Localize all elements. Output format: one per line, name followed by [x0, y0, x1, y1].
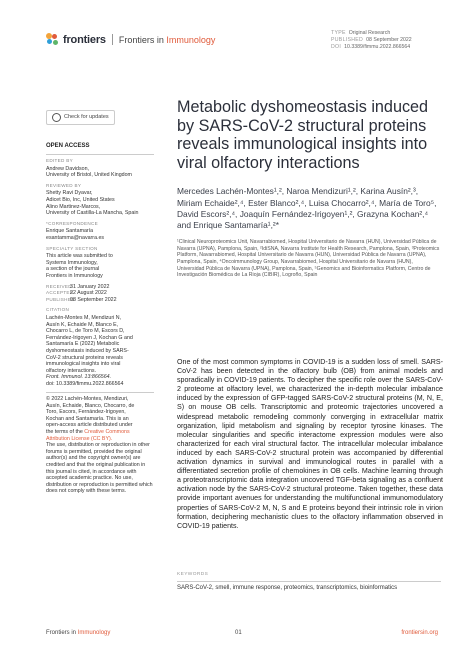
reviewer-line: University of Castilla-La Mancha, Spain: [46, 210, 139, 217]
date-label: ACCEPTED: [46, 290, 74, 296]
copyright-line: Toro, Escors, Fernández-Irigoyen,: [46, 409, 126, 416]
page-number: 01: [235, 630, 242, 636]
citation-line: Fernández-Irigoyen J, Kochan G and: [46, 334, 133, 341]
edited-by-block: [46, 158, 154, 179]
affiliations: ¹Clinical Neuroproteomics Unit, Navarrabiomed, Hospital Universitario de Navarra (HUN), Universidad Pública de Navarra (UPNA), Pamplona, Spain, ²IdiSNA, Navarra Institute for Health Research, Pamplona, Spain, ³Proteomics Platform, Navarrabiomed, Hospital Universitario de Navarra (HUN), Universidad Pública de Navarra (UPNA), Pamplona, Spain, ⁴Oncoimmunology Group, Navarrabiomed, Hospital Universitario de Navarra (HUN), Universidad Pública de Navarra (UPNA), Pamplona, Spain, ⁵Genomics and Bioinformatics Platform, Centro de Investigación Biomédica de La Rioja (CIBIR), Logroño, Spain: [177, 239, 440, 279]
citation-line: Lachén-Montes M, Mendizuri N,: [46, 314, 122, 321]
type-label: TYPE: [331, 30, 346, 36]
refresh-icon: [52, 113, 61, 122]
date-value: 08 September 2022: [70, 296, 117, 303]
citation-line: Santamaría E (2022) Metabolic: [46, 341, 120, 348]
reviewed-by-label: REVIEWED BY: [46, 182, 82, 188]
editor-affiliation: University of Bristol, United Kingdom: [46, 172, 132, 179]
journal-name: [119, 35, 216, 45]
footer-journal-prefix: Frontiers in: [46, 630, 78, 636]
doi-value[interactable]: 10.3389/fimmu.2022.866564: [344, 44, 411, 50]
citation-line: CoV-2 structural proteins reveals: [46, 354, 123, 361]
dates-block: [46, 284, 154, 304]
sidebar: [46, 110, 154, 499]
citation-journal: Front. Immunol. 13:866564.: [46, 374, 112, 381]
brand-name: frontiers: [63, 33, 106, 46]
citation-doi[interactable]: doi: 10.3389/fimmu.2022.866564: [46, 380, 124, 387]
citation-label: CITATION: [46, 307, 70, 313]
keywords-block: [177, 572, 441, 591]
editor-name: Andrew Davidson,: [46, 165, 89, 172]
copyright-line: Ausín, Echaide, Blanco, Chocarro, de: [46, 402, 135, 409]
date-label: RECEIVED: [46, 283, 72, 289]
correspondence-label: *CORRESPONDENCE: [46, 220, 98, 226]
doi-label: DOI: [331, 44, 342, 50]
author-list: Mercedes Lachén-Montes¹,², Naroa Mendizuri¹,², Karina Ausín²,³, Miriam Echaide²,⁴, Ester Blanco²,⁴, Luisa Chocarro²,⁴, María de Toro⁵, David Escors²,⁴, Joaquín Fernández-Irigoyen¹,², Grazyna Kochan²,⁴ and Enrique Santamaría¹,²*: [177, 186, 437, 230]
citation-line: olfactory interactions.: [46, 367, 97, 374]
citation-line: dyshomeostasis induced by SARS-: [46, 347, 129, 354]
edited-by-label: EDITED BY: [46, 158, 73, 164]
type-value: Original Research: [348, 30, 391, 36]
copyright-line: Kochan and Santamaría. This is an: [46, 415, 129, 422]
reviewer-line: Adicet Bio, Inc, United States: [46, 197, 115, 204]
footer-journal: [46, 630, 110, 636]
abstract: One of the most common symptoms in COVID-19 is a sudden loss of smell. SARS-CoV-2 has been detected in the olfactory bulb (OB) from animal models and sporadically in COVID-19 patients. To decipher the specific role over the SARS-CoV-2 proteome at olfactory level, we characterized the in-depth molecular imbalance induced by the expression of GFP-tagged SARS-CoV-2 structural proteins (M, N, E, S) on mouse OB cells. Transcriptomic and proteomic trajectories uncovered a widespread metabolic remodeling commonly converging in extracellular matrix organization, lipid metabolism and signaling by receptor tyrosine kinases. The molecular singularities and specific interactome expression modules were also characterized for each viral structural factor. The intracellular molecular imbalance induced by each SARS-CoV-2 structural protein was accompanied by differential activation dynamics in survival and immunological routes in parallel with a differentiated secretion profile of chemokines in OB cells. Machine learning through a proteotranscriptomic data integration uncovered TGF-beta signaling as a confluent activation node by the SARS-CoV-2 structural proteome. Taken together, these data provide important avenues for understanding the multifunctional immunomodulatory properties of SARS-CoV-2 M, N, S and E proteins beyond their intrinsic role in virion formation, deciphering mechanistic clues to the olfactory inflammation observed in COVID-19 patients.: [177, 358, 443, 530]
specialty-line: Frontiers in Immunology: [46, 273, 103, 279]
divider: [46, 392, 154, 393]
journal-header: [46, 33, 215, 46]
article-header: [177, 98, 441, 279]
date-value: 22 August 2022: [70, 290, 107, 297]
reviewed-by-block: [46, 183, 154, 217]
specialty-line: Systems Immunology,: [46, 259, 98, 266]
header-divider: [112, 34, 113, 45]
reviewer-line: Alino Martinez-Marcos,: [46, 203, 101, 210]
journal-field: Immunology: [166, 34, 216, 45]
divider: [177, 581, 441, 582]
copyright-block: [46, 396, 154, 495]
footer-journal-field: Immunology: [77, 630, 111, 636]
correspondence-block: [46, 221, 154, 242]
citation-line: Chocarro L, de Toro M, Escors D,: [46, 328, 125, 335]
specialty-label: SPECIALTY SECTION: [46, 245, 98, 251]
divider: [46, 154, 154, 155]
article-title: Metabolic dyshomeostasis induced by SARS-CoV-2 structural proteins reveals immunological insights into viral olfactory interactions: [177, 98, 429, 172]
specialty-line: This article was submitted to: [46, 253, 113, 260]
published-label: PUBLISHED: [331, 37, 364, 43]
citation-block: [46, 307, 154, 387]
license-link[interactable]: Creative Commons Attribution License (CC BY).: [46, 428, 130, 442]
correspondent-name: Enrique Santamaría: [46, 228, 94, 235]
keywords-list: SARS-CoV-2, smell, immune response, proteomics, transcriptomics, bioinformatics: [177, 584, 398, 591]
site-link[interactable]: frontiersin.org: [401, 630, 438, 636]
keywords-label: KEYWORDS: [177, 572, 209, 577]
citation-line: Ausín K, Echaide M, Blanco E,: [46, 321, 119, 328]
date-label: PUBLISHED: [46, 296, 75, 302]
journal-prefix: Frontiers in: [118, 34, 167, 45]
citation-line: immunological insights into viral: [46, 361, 121, 368]
check-updates-label: Check for updates: [64, 114, 109, 121]
copyright-line: open-access article distributed under: [46, 422, 133, 429]
correspondent-email[interactable]: esantamma@navarra.es: [46, 235, 105, 242]
copyright-rest: The use, distribution or reproduction in other forums is permitted, provided the original author(s) and the copyright owner(s) are credited and that the original publication in this journal is cited, in accordance with accepted academic practice. No use, distribution or reproduction is permitted which does not comply with these terms.: [46, 442, 153, 495]
reviewer-line: Shetty Ravi Dyavar,: [46, 190, 93, 197]
open-access-heading: OPEN ACCESS: [46, 143, 90, 149]
copyright-line: the terms of the: [46, 428, 85, 435]
article-meta: [331, 30, 412, 51]
check-updates-button[interactable]: [46, 110, 115, 125]
specialty-block: [46, 246, 154, 280]
published-value: 08 September 2022: [366, 37, 412, 43]
copyright-line: © 2022 Lachén-Montes, Mendizuri,: [46, 396, 129, 402]
date-value: 31 January 2022: [70, 283, 110, 290]
frontiers-logo-icon: [46, 33, 59, 46]
specialty-line: a section of the journal: [46, 266, 100, 273]
